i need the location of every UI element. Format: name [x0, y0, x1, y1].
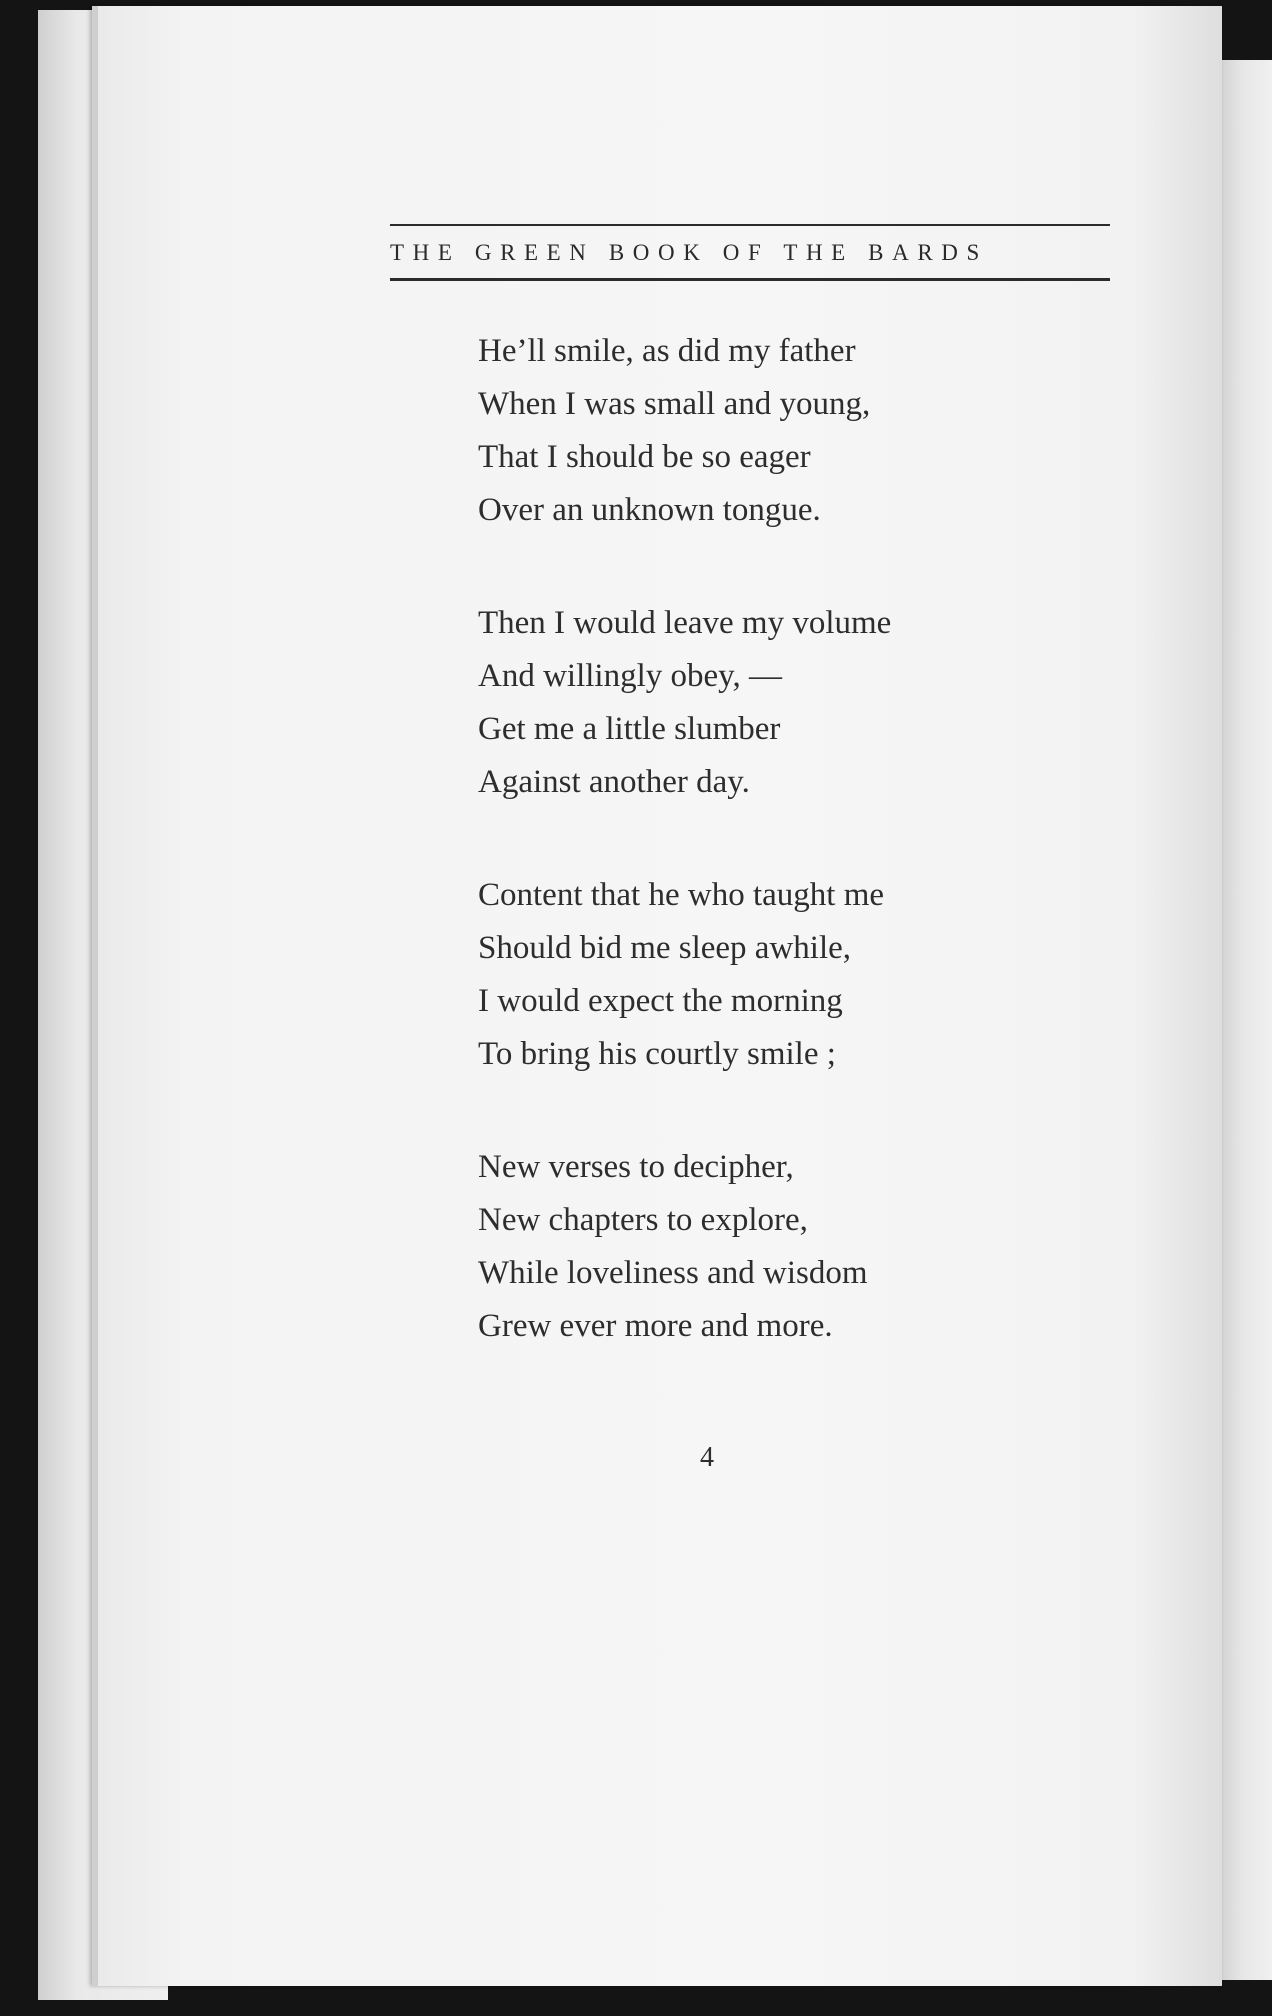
poem-line: And willingly obey, — — [478, 658, 783, 694]
poem-line: New chapters to explore, — [478, 1202, 808, 1238]
poem-line: Against another day. — [478, 764, 750, 800]
poem-line: When I was small and young, — [478, 386, 871, 422]
poem-line: Over an unknown tongue. — [478, 492, 821, 528]
poem-line: New verses to decipher, — [478, 1149, 794, 1185]
poem-body — [478, 325, 1078, 1413]
header-rule-top — [390, 224, 1110, 226]
poem-line: That I should be so eager — [478, 439, 811, 475]
poem-line: Grew ever more and more. — [478, 1308, 833, 1344]
page-number: 4 — [700, 1442, 714, 1473]
poem-line: He’ll smile, as did my father — [478, 333, 856, 369]
poem-line: Get me a little slumber — [478, 711, 781, 747]
stanza-4 — [478, 1141, 1078, 1353]
stanza-2 — [478, 597, 1078, 809]
page-deckle-edge — [92, 6, 98, 1986]
header-rule-bottom — [390, 278, 1110, 281]
poem-line: While loveliness and wisdom — [478, 1255, 868, 1291]
poem-line: Content that he who taught me — [478, 877, 885, 913]
stanza-3 — [478, 869, 1078, 1081]
stanza-1 — [478, 325, 1078, 537]
poem-line: I would expect the morning — [478, 983, 843, 1019]
page-header — [390, 224, 1110, 281]
poem-line: To bring his courtly smile ; — [478, 1036, 836, 1072]
poem-line: Then I would leave my volume — [478, 605, 892, 641]
running-head: THE GREEN BOOK OF THE BARDS — [390, 240, 988, 265]
poem-line: Should bid me sleep awhile, — [478, 930, 852, 966]
